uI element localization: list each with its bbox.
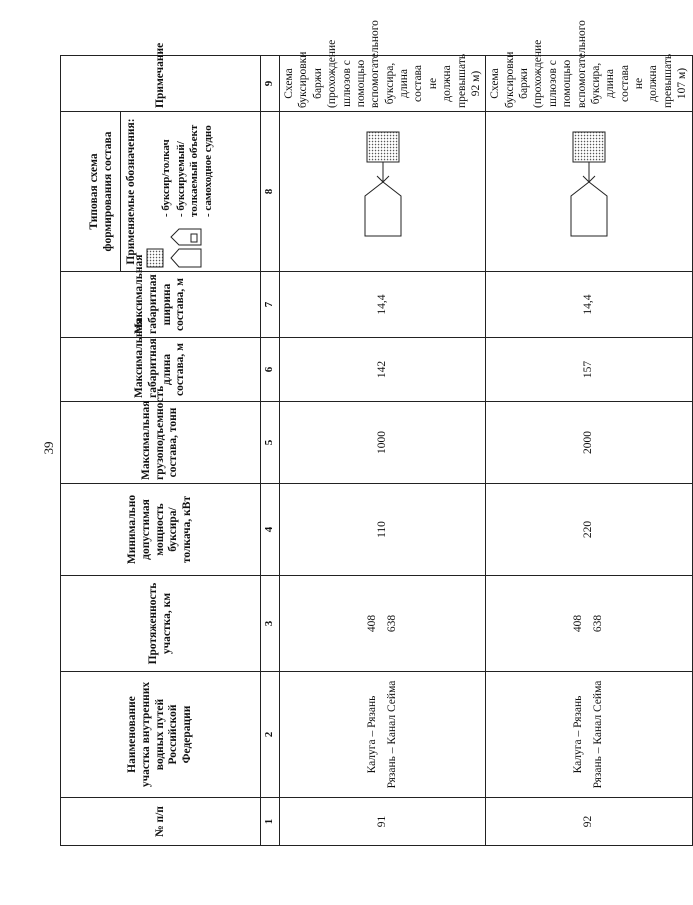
col-num-6: 6: [261, 338, 280, 402]
row-power: 110: [280, 484, 486, 576]
row-lengths: [280, 576, 486, 672]
header-length: Протяженность участка, км: [61, 576, 261, 672]
row-max-length: 142: [280, 338, 486, 402]
col-num-5: 5: [261, 402, 280, 484]
page-number: 39: [41, 441, 56, 455]
header-num: № п/п: [61, 798, 261, 846]
row-power: 220: [486, 484, 692, 576]
header-row: [61, 56, 261, 846]
row-segments: [280, 672, 486, 798]
col-num-8: 8: [261, 112, 280, 272]
row-segments: [486, 672, 692, 798]
col-num-7: 7: [261, 272, 280, 338]
convoy-schema-icon: [353, 117, 413, 267]
schema-title: Типовая схема формирования состава: [88, 131, 115, 252]
row-num: 91: [280, 798, 486, 846]
table-row: [486, 56, 692, 846]
col-num-3: 3: [261, 576, 280, 672]
legend-content: [143, 112, 233, 271]
header-schema: [61, 112, 261, 272]
legend-symbols-icon: [143, 225, 233, 271]
length-1: 408: [365, 614, 378, 633]
row-num: 92: [486, 798, 692, 846]
col-num-1: 1: [261, 798, 280, 846]
length-2: 638: [591, 614, 604, 633]
row-schema: [280, 112, 486, 272]
row-note: Схема буксировки баржи (прохождение шлюзов с помощью вспомогательного буксира, длина состава не должна превышать 107 м): [486, 56, 692, 112]
header-power: Минимально допустимая мощность буксира/толкача, кВт: [61, 484, 261, 576]
segment-1: Калуга – Рязань: [572, 695, 585, 774]
convoy-schema-icon: [559, 117, 619, 267]
legend-text: [159, 112, 216, 217]
legend-box: [120, 112, 233, 271]
header-capacity: Максимальная грузоподъемность состава, тонн: [61, 402, 261, 484]
row-note: Схема буксировки баржи (прохождение шлюзов с помощью вспомогательного буксира, длина состава не должна превышать 92 м): [280, 56, 486, 112]
legend-tug: - буксир/толкач: [160, 139, 173, 217]
header-note: Примечание: [61, 56, 261, 112]
row-capacity: 2000: [486, 402, 692, 484]
legend-self-propelled: - самоходное судно: [201, 125, 214, 217]
legend-title: Применяемые обозначения:: [124, 118, 137, 265]
convoy-table: [60, 20, 693, 846]
column-number-row: [261, 56, 280, 846]
row-schema: [486, 112, 692, 272]
segment-1: Калуга – Рязань: [365, 695, 378, 774]
header-max-width: Максимальная габаритная ширина состава, м: [61, 272, 261, 338]
segment-2: Рязань – Канал Сейма: [385, 680, 398, 789]
length-2: 638: [385, 614, 398, 633]
table-row: [280, 56, 486, 846]
header-max-length: Максимальная габаритная длина состава, м: [61, 338, 261, 402]
col-num-2: 2: [261, 672, 280, 798]
row-max-width: 14,4: [280, 272, 486, 338]
length-1: 408: [572, 614, 585, 633]
row-max-width: 14,4: [486, 272, 692, 338]
segment-2: Рязань – Канал Сейма: [591, 680, 604, 789]
header-name: Наименование участка внутренних водных путей Российской Федерации: [61, 672, 261, 798]
legend-towed: - буксируемый/ толкаемый объект: [174, 124, 200, 217]
row-lengths: [486, 576, 692, 672]
rotated-table-wrapper: [60, 20, 689, 846]
col-num-4: 4: [261, 484, 280, 576]
col-num-9: 9: [261, 56, 280, 112]
row-max-length: 157: [486, 338, 692, 402]
row-capacity: 1000: [280, 402, 486, 484]
